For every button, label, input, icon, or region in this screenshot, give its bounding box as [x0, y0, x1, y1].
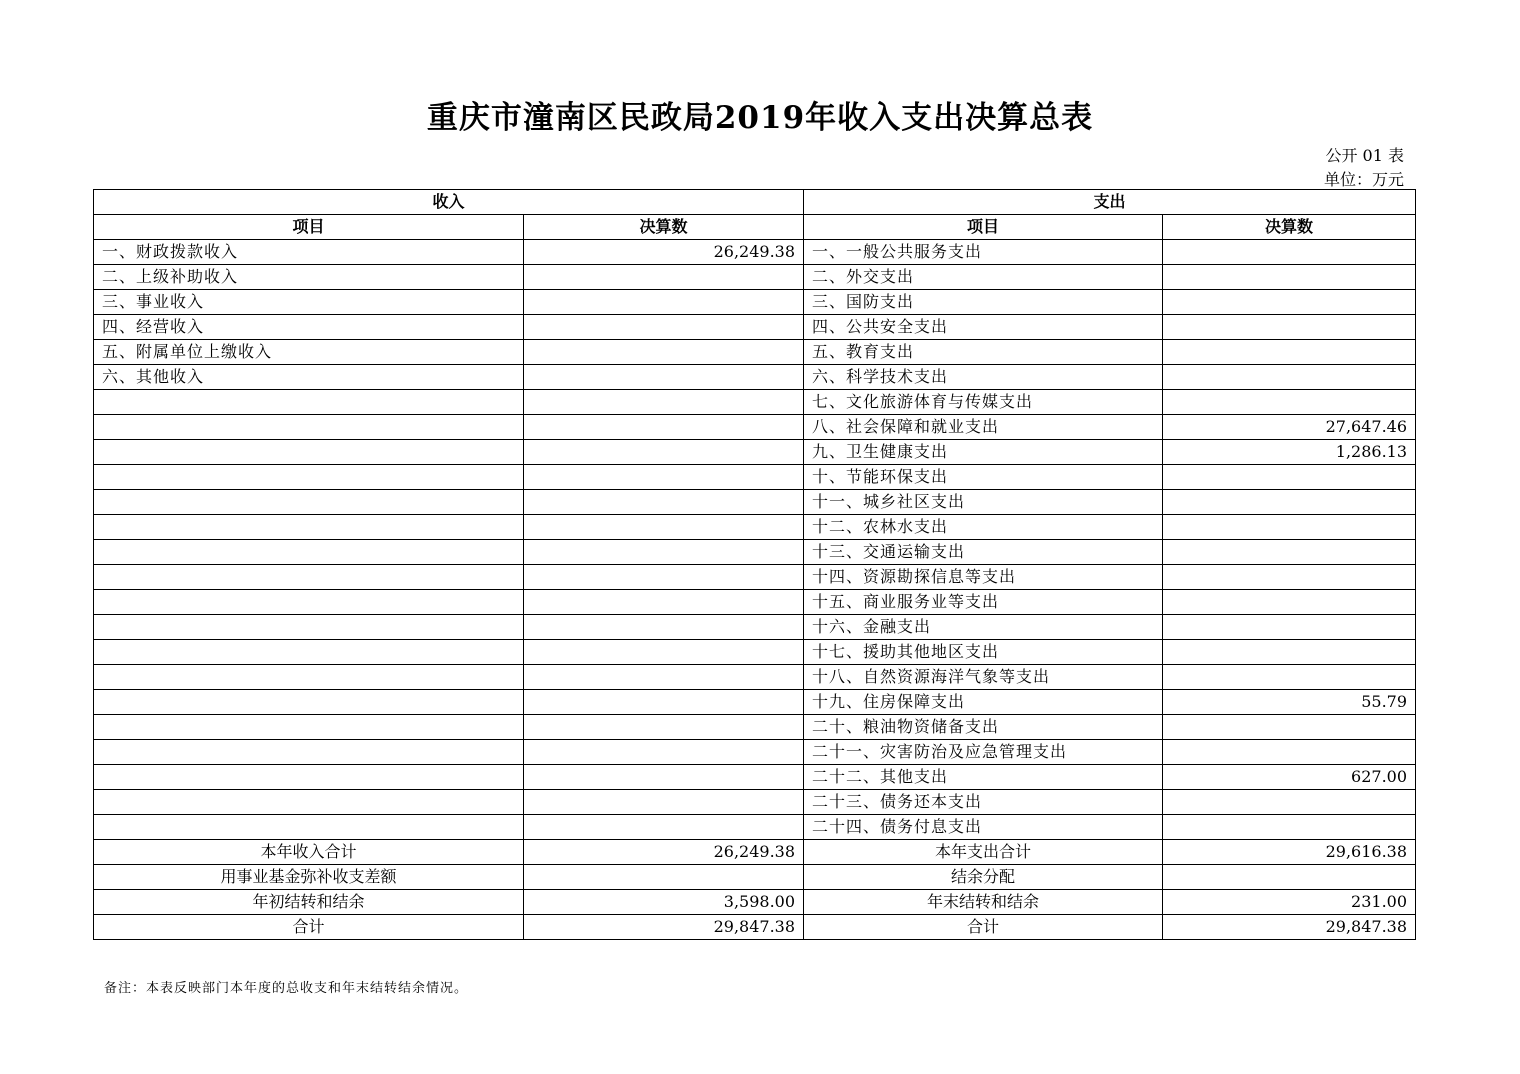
table-row — [94, 715, 1416, 740]
expense-amount-cell — [1163, 640, 1416, 665]
expense-item-cell: 二十、粮油物资储备支出 — [804, 715, 1163, 740]
income-amount-cell — [524, 515, 804, 540]
expense-item-cell: 四、公共安全支出 — [804, 315, 1163, 340]
income-item-cell: 五、附属单位上缴收入 — [94, 340, 524, 365]
income-summary-amount — [524, 865, 804, 890]
expense-amount-cell: 1,286.13 — [1163, 440, 1416, 465]
income-amount-cell — [524, 615, 804, 640]
expense-item-cell: 一、一般公共服务支出 — [804, 240, 1163, 265]
expense-item-cell: 六、科学技术支出 — [804, 365, 1163, 390]
table-row — [94, 415, 1416, 440]
income-amount-cell — [524, 465, 804, 490]
income-amount-cell: 26,249.38 — [524, 240, 804, 265]
income-header: 收入 — [94, 190, 804, 215]
expense-amount-cell — [1163, 615, 1416, 640]
income-amount-cell — [524, 590, 804, 615]
income-amount-cell — [524, 440, 804, 465]
income-amount-cell — [524, 265, 804, 290]
summary-row — [94, 865, 1416, 890]
income-item-cell — [94, 590, 524, 615]
income-summary-amount: 29,847.38 — [524, 915, 804, 940]
expense-amount-header: 决算数 — [1163, 215, 1416, 240]
income-item-cell — [94, 465, 524, 490]
income-item-cell: 四、经营收入 — [94, 315, 524, 340]
expense-item-cell: 五、教育支出 — [804, 340, 1163, 365]
table-row — [94, 590, 1416, 615]
income-summary-label: 本年收入合计 — [94, 840, 524, 865]
income-amount-cell — [524, 765, 804, 790]
expense-amount-cell — [1163, 540, 1416, 565]
expense-amount-cell — [1163, 365, 1416, 390]
expense-summary-amount: 29,616.38 — [1163, 840, 1416, 865]
expense-amount-cell — [1163, 815, 1416, 840]
table-row — [94, 640, 1416, 665]
income-item-cell — [94, 765, 524, 790]
expense-item-cell: 八、社会保障和就业支出 — [804, 415, 1163, 440]
expense-amount-cell: 627.00 — [1163, 765, 1416, 790]
expense-item-cell: 二十三、债务还本支出 — [804, 790, 1163, 815]
expense-amount-cell — [1163, 590, 1416, 615]
expense-item-cell: 七、文化旅游体育与传媒支出 — [804, 390, 1163, 415]
income-amount-cell — [524, 815, 804, 840]
expense-amount-cell — [1163, 340, 1416, 365]
expense-item-cell: 二十一、灾害防治及应急管理支出 — [804, 740, 1163, 765]
table-row — [94, 390, 1416, 415]
income-amount-cell — [524, 690, 804, 715]
table-row — [94, 515, 1416, 540]
expense-item-cell: 十一、城乡社区支出 — [804, 490, 1163, 515]
income-amount-cell — [524, 665, 804, 690]
income-amount-cell — [524, 640, 804, 665]
table-row — [94, 265, 1416, 290]
expense-amount-cell — [1163, 490, 1416, 515]
expense-item-cell: 九、卫生健康支出 — [804, 440, 1163, 465]
expense-summary-label: 结余分配 — [804, 865, 1163, 890]
income-item-cell — [94, 640, 524, 665]
income-item-cell — [94, 615, 524, 640]
income-amount-cell — [524, 740, 804, 765]
table-row — [94, 765, 1416, 790]
expense-amount-cell — [1163, 715, 1416, 740]
expense-amount-cell — [1163, 465, 1416, 490]
table-row — [94, 340, 1416, 365]
expense-item-cell: 十八、自然资源海洋气象等支出 — [804, 665, 1163, 690]
expense-item-cell: 十六、金融支出 — [804, 615, 1163, 640]
income-item-cell — [94, 740, 524, 765]
income-item-cell — [94, 390, 524, 415]
expense-item-cell: 十五、商业服务业等支出 — [804, 590, 1163, 615]
unit-label: 单位：万元 — [1323, 170, 1404, 189]
income-amount-cell — [524, 540, 804, 565]
table-row — [94, 790, 1416, 815]
income-item-cell — [94, 790, 524, 815]
expense-item-cell: 三、国防支出 — [804, 290, 1163, 315]
expense-item-header: 项目 — [804, 215, 1163, 240]
expense-item-cell: 二十二、其他支出 — [804, 765, 1163, 790]
table-row — [94, 690, 1416, 715]
income-item-cell: 一、财政拨款收入 — [94, 240, 524, 265]
income-summary-label: 年初结转和结余 — [94, 890, 524, 915]
expense-item-cell: 十七、援助其他地区支出 — [804, 640, 1163, 665]
income-item-header: 项目 — [94, 215, 524, 240]
expense-item-cell: 二、外交支出 — [804, 265, 1163, 290]
form-number: 公开 01 表 — [1325, 146, 1404, 165]
income-item-cell — [94, 690, 524, 715]
expense-item-cell: 二十四、债务付息支出 — [804, 815, 1163, 840]
table-row — [94, 365, 1416, 390]
expense-amount-cell — [1163, 665, 1416, 690]
income-amount-cell — [524, 715, 804, 740]
table-row — [94, 615, 1416, 640]
expense-item-cell: 十九、住房保障支出 — [804, 690, 1163, 715]
income-item-cell — [94, 540, 524, 565]
income-amount-cell — [524, 340, 804, 365]
expense-amount-cell — [1163, 290, 1416, 315]
income-summary-amount: 3,598.00 — [524, 890, 804, 915]
table-body — [94, 240, 1416, 840]
expense-amount-cell — [1163, 740, 1416, 765]
income-item-cell — [94, 415, 524, 440]
table-summary — [94, 840, 1416, 940]
expense-amount-cell — [1163, 390, 1416, 415]
table-row — [94, 290, 1416, 315]
income-item-cell: 二、上级补助收入 — [94, 265, 524, 290]
income-amount-cell — [524, 390, 804, 415]
table-row — [94, 565, 1416, 590]
income-amount-header: 决算数 — [524, 215, 804, 240]
expense-summary-label: 本年支出合计 — [804, 840, 1163, 865]
income-amount-cell — [524, 365, 804, 390]
expense-amount-cell — [1163, 515, 1416, 540]
expense-amount-cell — [1163, 240, 1416, 265]
income-item-cell — [94, 440, 524, 465]
expense-summary-amount — [1163, 865, 1416, 890]
table-row — [94, 815, 1416, 840]
income-amount-cell — [524, 415, 804, 440]
table-row — [94, 240, 1416, 265]
income-summary-label: 合计 — [94, 915, 524, 940]
footnote: 备注：本表反映部门本年度的总收支和年末结转结余情况。 — [104, 981, 469, 996]
expense-amount-cell — [1163, 315, 1416, 340]
expense-amount-cell — [1163, 265, 1416, 290]
table-group-header-row — [94, 190, 1416, 215]
income-item-cell: 三、事业收入 — [94, 290, 524, 315]
income-amount-cell — [524, 290, 804, 315]
summary-row — [94, 890, 1416, 915]
expense-item-cell: 十四、资源勘探信息等支出 — [804, 565, 1163, 590]
expense-summary-amount: 231.00 — [1163, 890, 1416, 915]
expense-item-cell: 十三、交通运输支出 — [804, 540, 1163, 565]
income-item-cell — [94, 515, 524, 540]
income-amount-cell — [524, 790, 804, 815]
page-title: 重庆市潼南区民政局2019年收入支出决算总表 — [426, 100, 1094, 136]
table-row — [94, 665, 1416, 690]
income-item-cell — [94, 490, 524, 515]
income-item-cell — [94, 815, 524, 840]
budget-table — [93, 189, 1416, 940]
expense-header: 支出 — [804, 190, 1416, 215]
table-row — [94, 465, 1416, 490]
table-row — [94, 490, 1416, 515]
income-summary-label: 用事业基金弥补收支差额 — [94, 865, 524, 890]
income-item-cell — [94, 665, 524, 690]
table-row — [94, 540, 1416, 565]
table-column-header-row — [94, 215, 1416, 240]
table-row — [94, 315, 1416, 340]
income-summary-amount: 26,249.38 — [524, 840, 804, 865]
expense-amount-cell — [1163, 790, 1416, 815]
income-item-cell — [94, 715, 524, 740]
income-amount-cell — [524, 490, 804, 515]
income-amount-cell — [524, 315, 804, 340]
income-item-cell — [94, 565, 524, 590]
expense-amount-cell: 27,647.46 — [1163, 415, 1416, 440]
expense-summary-label: 年末结转和结余 — [804, 890, 1163, 915]
expense-amount-cell: 55.79 — [1163, 690, 1416, 715]
expense-amount-cell — [1163, 565, 1416, 590]
expense-item-cell: 十二、农林水支出 — [804, 515, 1163, 540]
table-row — [94, 440, 1416, 465]
expense-item-cell: 十、节能环保支出 — [804, 465, 1163, 490]
table-row — [94, 740, 1416, 765]
summary-row — [94, 915, 1416, 940]
income-item-cell: 六、其他收入 — [94, 365, 524, 390]
expense-summary-label: 合计 — [804, 915, 1163, 940]
expense-summary-amount: 29,847.38 — [1163, 915, 1416, 940]
income-amount-cell — [524, 565, 804, 590]
summary-row — [94, 840, 1416, 865]
